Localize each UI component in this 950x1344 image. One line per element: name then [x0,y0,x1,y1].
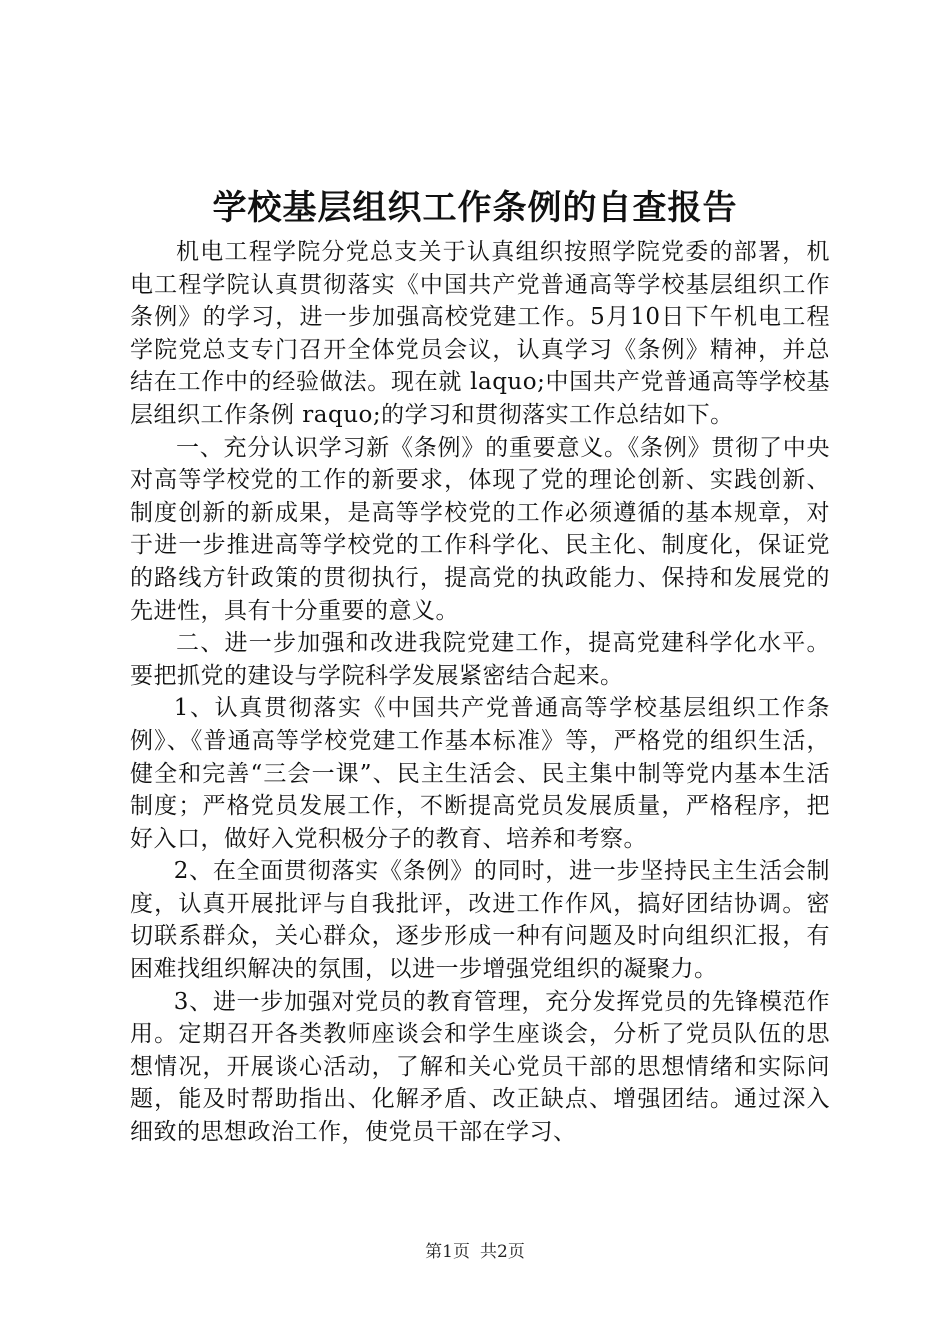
paragraph-item-1: 1、认真贯彻落实《中国共产党普通高等学校基层组织工作条例》、《普通高等学校党建工作基本标准》等，严格党的组织生活，健全和完善“三会一课”、民主生活会、民主集中制等党内基本生活制度；严格党员发展工作，不断提高党员发展质量，严格程序，把好入口，做好入党积极分子的教育、培养和考察。 [130,695,830,852]
document-body [130,236,830,1149]
page-footer [0,1240,950,1264]
paragraph-section-1: 一、充分认识学习新《条例》的重要意义。《条例》贯彻了中央对高等学校党的工作的新要求，体现了党的理论创新、实践创新、制度创新的新成果，是高等学校党的工作必须遵循的基本规章，对于进一步推进高等学校党的工作科学化、民主化、制度化，保证党的路线方针政策的贯彻执行，提高党的执政能力、保持和发展党的先进性，具有十分重要的意义。 [130,434,830,624]
paragraph-section-2: 二、进一步加强和改进我院党建工作，提高党建科学化水平。要把抓党的建设与学院科学发展紧密结合起来。 [130,630,830,689]
paragraph-item-3: 3、进一步加强对党员的教育管理，充分发挥党员的先锋模范作用。定期召开各类教师座谈会和学生座谈会，分析了党员队伍的思想情况，开展谈心活动，了解和关心党员干部的思想情绪和实际问题，能及时帮助指出、化解矛盾、改正缺点、增强团结。通过深入细致的思想政治工作，使党员干部在学习、 [130,988,830,1146]
paragraph-intro: 机电工程学院分党总支关于认真组织按照学院党委的部署，机电工程学院认真贯彻落实《中国共产党普通高等学校基层组织工作条例》的学习，进一步加强高校党建工作。5月10日下午机电工程学院党总支专门召开全体党员会议，认真学习《条例》精神，并总结在工作中的经验做法。现在就 laquo;中国共产党普通高等学校基层组织工作条例 raquo;的学习和贯彻落实工作总结如下。 [130,239,830,428]
document-title: 学校基层组织工作条例的自查报告 [212,188,738,228]
page-total: 共2页 [480,1242,525,1262]
paragraph-item-2: 2、在全面贯彻落实《条例》的同时，进一步坚持民主生活会制度，认真开展批评与自我批评，改进工作作风，搞好团结协调。密切联系群众，关心群众，逐步形成一种有问题及时向组织汇报，有困难找组织解决的氛围，以进一步增强党组织的凝聚力。 [130,858,830,983]
page-number: 第1页 [425,1242,470,1262]
